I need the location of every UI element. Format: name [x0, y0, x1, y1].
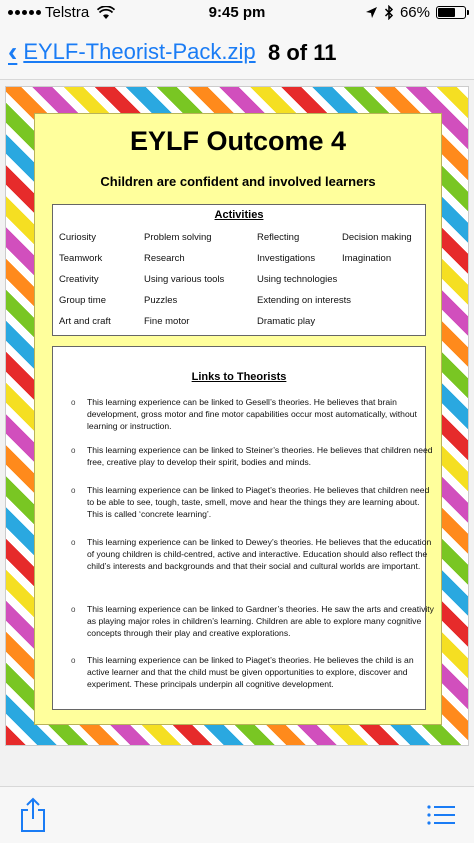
theorist-text: This learning experience can be linked to Steiner’s theories. He believes that children need free, creative play to develop their spirit, bodies and minds.	[87, 445, 433, 467]
activity-cell: Art and craft	[59, 316, 111, 327]
document-page	[5, 86, 469, 746]
bullet-circle-icon: o	[71, 656, 76, 665]
activity-cell: Using technologies	[257, 274, 338, 285]
activity-cell: Group time	[59, 295, 106, 306]
activity-cell	[342, 315, 421, 328]
activity-cell	[342, 273, 421, 286]
activity-cell: Creativity	[59, 274, 99, 285]
list-icon[interactable]	[426, 803, 456, 827]
bluetooth-icon	[384, 5, 394, 20]
theorist-text: This learning experience can be linked to Gesell’s theories. He believes that brain development, gross motor and fine motor capabilities occur most automatically, without learning or instruction.	[87, 397, 417, 431]
activity-cell: Dramatic play	[257, 316, 316, 327]
chevron-left-icon: ‹	[8, 36, 18, 67]
status-time: 9:45 pm	[208, 4, 266, 21]
bullet-circle-icon: o	[71, 605, 76, 614]
activity-cell: Fine motor	[144, 316, 190, 327]
activity-cell: Investigations	[257, 253, 316, 264]
bullet-circle-icon: o	[71, 398, 76, 407]
theorist-text: This learning experience can be linked to Gardner’s theories. He saw the arts and creativity as playing major roles in children’s learning. Children are able to explore many cognitive concepts through their play and creative explorations.	[87, 604, 434, 638]
theorist-text: This learning experience can be linked to Piaget’s theories. He believes the child is an active learner and that the child must be given opportunities to explore, discover and experiment. These principals underpin all cognitive development.	[87, 655, 414, 689]
page-title: EYLF Outcome 4	[129, 126, 347, 156]
activity-cell: Reflecting	[257, 232, 300, 243]
activity-cell	[342, 294, 421, 307]
activities-heading: Activities	[214, 209, 264, 221]
page-subtitle: Children are confident and involved learners	[100, 174, 376, 189]
activity-cell: Teamwork	[59, 253, 103, 264]
activity-cell: Problem solving	[144, 232, 212, 243]
outcome-panel	[34, 113, 442, 725]
bullet-circle-icon: o	[71, 486, 76, 495]
battery-fill	[438, 8, 455, 17]
theorist-text: This learning experience can be linked to Dewey’s theories. He believes that the education of young children is child-centred, active and interactive. Education should also reflect the child’s interests and backgrounds and that their social and cultural worlds are important.	[87, 537, 432, 571]
theorist-item	[71, 537, 435, 572]
page-indicator: 8 of 11	[268, 40, 337, 65]
theorist-item	[71, 445, 435, 469]
battery-percent: 66%	[399, 4, 430, 21]
carrier-name: Telstra	[45, 4, 90, 21]
theorist-item	[71, 655, 435, 690]
nav-bar	[0, 28, 474, 80]
activity-cell: Curiosity	[59, 232, 96, 243]
theorist-item	[71, 397, 435, 432]
activity-cell: Decision making	[342, 232, 412, 243]
bullet-circle-icon: o	[71, 538, 76, 547]
status-bar	[0, 0, 474, 28]
location-arrow-icon	[365, 6, 378, 19]
share-icon[interactable]	[18, 797, 48, 833]
activity-cell: Imagination	[342, 253, 392, 264]
activities-box	[52, 204, 426, 336]
theorists-box	[52, 346, 434, 710]
bottom-toolbar	[0, 786, 474, 843]
bullet-circle-icon: o	[71, 446, 76, 455]
back-label: EYLF-Theorist-Pack.zip	[23, 39, 256, 64]
theorist-item	[71, 485, 435, 520]
document-viewer[interactable]	[0, 80, 474, 786]
theorist-text: This learning experience can be linked to Piaget’s theories. He believes that children need to be able to see, tough, taste, smell, move and hear the things they are learning about. This is called ‘concrete learning’.	[87, 485, 430, 519]
activity-cell: Research	[144, 253, 185, 264]
activity-cell: Puzzles	[144, 295, 178, 306]
back-button[interactable]	[8, 38, 256, 66]
theorist-item	[71, 604, 435, 639]
activity-cell: Using various tools	[144, 274, 225, 285]
theorists-heading: Links to Theorists	[191, 371, 287, 383]
activity-cell: Extending on interests	[257, 295, 352, 306]
status-right	[365, 4, 466, 21]
activities-grid	[59, 231, 421, 328]
battery-icon	[436, 6, 466, 19]
